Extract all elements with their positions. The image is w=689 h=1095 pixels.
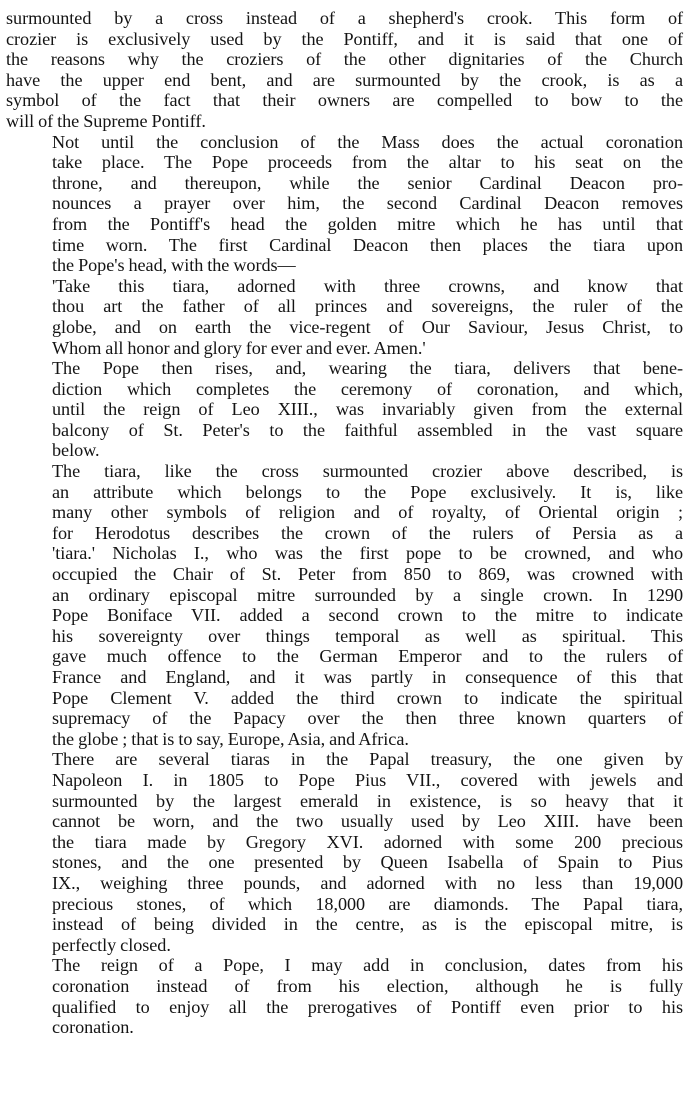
text-line: diction which completes the ceremony of coronation, and which, <box>52 378 683 399</box>
text-line: the reasons why the croziers of the other dignitaries of the Church <box>6 49 683 70</box>
text-line: occupied the Chair of St. Peter from 850 to 869, was crowned with <box>52 564 683 585</box>
text-line: surmounted by a cross instead of a shepherd's crook. This form of <box>6 8 683 28</box>
paragraph <box>6 955 683 1037</box>
text-line: for Herodotus describes the crown of the rulers of Persia as a <box>52 522 683 543</box>
text-line: an attribute which belongs to the Pope exclusively. It is, like <box>52 481 683 502</box>
text-line: France and England, and it was partly in consequence of this that <box>52 667 683 687</box>
text-line: nounces a prayer over him, the second Cardinal Deacon removes <box>52 193 683 214</box>
text-line: Napoleon I. in 1805 to Pope Pius VII., covered with jewels and <box>52 769 683 790</box>
text-line: perfectly closed. <box>52 934 171 955</box>
text-line: many other symbols of religion and of royalty, of Oriental origin ; <box>52 502 683 523</box>
text-line: take place. The Pope proceeds from the altar to his seat on the <box>52 152 683 173</box>
text-line: instead of being divided in the centre, as is the episcopal mitre, is <box>52 914 683 935</box>
text-line: Pope Boniface VII. added a second crown to the mitre to indicate <box>52 605 683 626</box>
text-line: precious stones, of which 18,000 are diamonds. The Papal tiara, <box>52 893 683 914</box>
text-line: from the Pontiff's head the golden mitre which he has until that <box>52 213 683 234</box>
text-line: thou art the father of all princes and sovereigns, the ruler of the <box>52 296 683 317</box>
text-line: time worn. The first Cardinal Deacon then places the tiara upon <box>52 234 683 255</box>
text-line: The Pope then rises, and, wearing the tiara, delivers that bene- <box>52 358 683 379</box>
text-line: IX., weighing three pounds, and adorned with no less than 19,000 <box>52 872 683 893</box>
text-line: balcony of St. Peter's to the faithful assembled in the vast square <box>52 419 683 440</box>
text-line: cannot be worn, and the two usually used by Leo XIII. have been <box>52 811 683 832</box>
text-line: qualified to enjoy all the prerogatives of Pontiff even prior to his <box>52 996 683 1017</box>
text-line: throne, and thereupon, while the senior Cardinal Deacon pro- <box>52 172 683 193</box>
paragraph <box>6 749 683 955</box>
text-line: The reign of a Pope, I may add in conclusion, dates from his <box>52 955 683 976</box>
text-line: crozier is exclusively used by the Pontiff, and it is said that one of <box>6 28 683 49</box>
text-line: his sovereignty over things temporal as well as spiritual. This <box>52 625 683 646</box>
text-line: until the reign of Leo XIII., was invariably given from the external <box>52 399 683 420</box>
text-line: 'Take this tiara, adorned with three crowns, and know that <box>52 275 683 296</box>
text-line: have the upper end bent, and are surmounted by the crook, is as a <box>6 69 683 90</box>
text-line: Not until the conclusion of the Mass does the actual coronation <box>52 131 683 152</box>
text-line: coronation. <box>52 1017 134 1038</box>
text-line: an ordinary episcopal mitre surrounded by a single crown. In 1290 <box>52 584 683 605</box>
text-line: the globe ; that is to say, Europe, Asia, and Africa. <box>52 728 409 749</box>
text-line: 'tiara.' Nicholas I., who was the first pope to be crowned, and who <box>52 543 683 564</box>
text-line: will of the Supreme Pontiff. <box>6 110 206 131</box>
text-line: surmounted by the largest emerald in existence, is so heavy that it <box>52 790 683 811</box>
paragraph <box>6 8 683 132</box>
text-line: Pope Clement V. added the third crown to indicate the spiritual <box>52 687 683 708</box>
text-line: stones, and the one presented by Queen Isabella of Spain to Pius <box>52 852 683 873</box>
text-line: coronation instead of from his election, although he is fully <box>52 975 683 996</box>
text-line: below. <box>52 440 100 461</box>
text-line: gave much offence to the German Emperor and to the rulers of <box>52 646 683 667</box>
text-line: supremacy of the Papacy over the then three known quarters of <box>52 708 683 729</box>
paragraph <box>6 358 683 461</box>
paragraph <box>6 276 683 358</box>
text-line: the Pope's head, with the words— <box>52 255 296 276</box>
text-line: symbol of the fact that their owners are compelled to bow to the <box>6 90 683 111</box>
article-body <box>6 8 683 1038</box>
text-line: globe, and on earth the vice-regent of Our Saviour, Jesus Christ, to <box>52 316 683 337</box>
text-line: the tiara made by Gregory XVI. adorned with some 200 precious <box>52 831 683 852</box>
text-line: There are several tiaras in the Papal treasury, the one given by <box>52 749 683 770</box>
paragraph <box>6 461 683 749</box>
paragraph <box>6 132 683 276</box>
text-line: The tiara, like the cross surmounted crozier above described, is <box>52 461 683 482</box>
text-line: Whom all honor and glory for ever and ever. Amen.' <box>52 337 426 358</box>
